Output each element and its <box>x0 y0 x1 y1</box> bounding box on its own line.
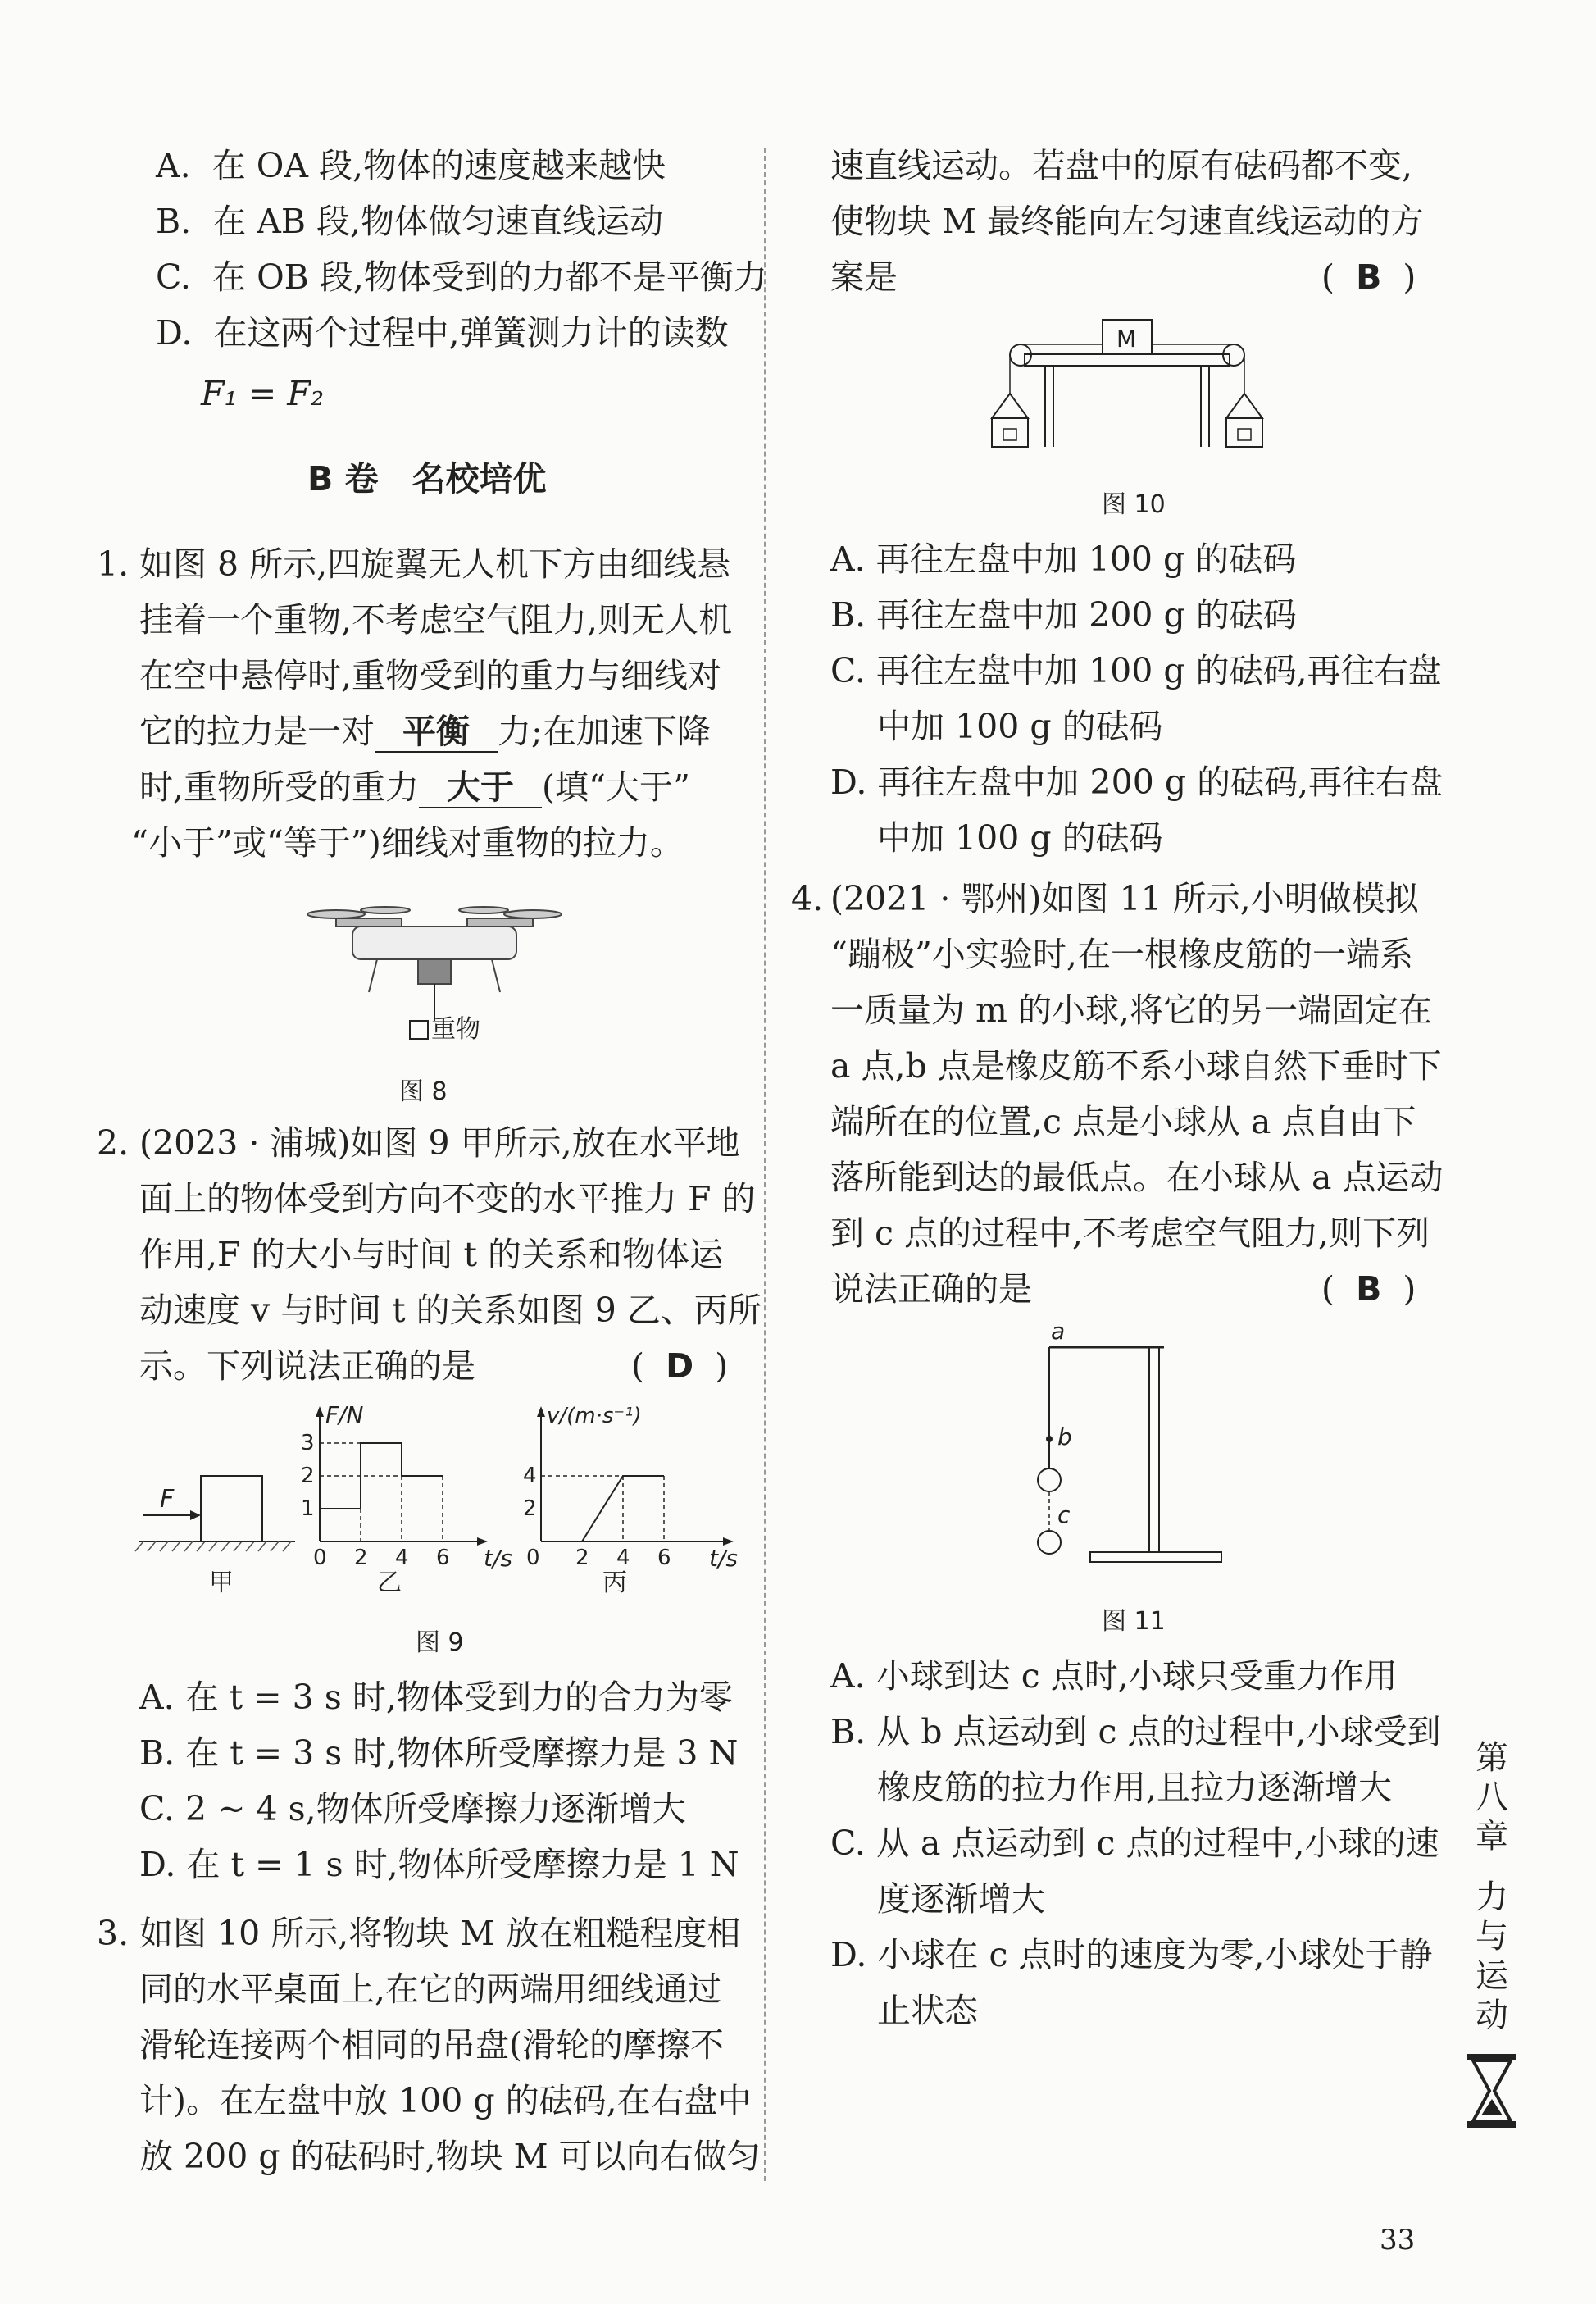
q3-option-a: A. 再往左盘中加 100 g 的砝码 <box>830 540 1297 579</box>
q1-line-3: 在空中悬停时,重物受到的重力与细线对 <box>139 656 722 695</box>
column-divider <box>764 148 766 2181</box>
prev-option-d: D. 在这两个过程中,弹簧测力计的读数 <box>156 313 729 353</box>
q1-line-1: 如图 8 所示,四旋翼无人机下方由细线悬 <box>139 544 731 584</box>
weight-box <box>410 1021 428 1039</box>
q3-cont-line-3: 案是 <box>830 257 898 297</box>
q4-line-1: (2021 · 鄂州)如图 11 所示,小明做模拟 <box>830 879 1419 918</box>
fig9-yi-ytick-2: 2 <box>301 1464 315 1488</box>
q3-line-2: 同的水平桌面上,在它的两端用细线通过 <box>139 1969 722 2009</box>
q3-option-d-cont: 中加 100 g 的砝码 <box>877 818 1163 858</box>
q2-option-c: C. 2 ~ 4 s,物体所受摩擦力逐渐增大 <box>139 1789 686 1828</box>
fig11-label-a: a <box>1051 1318 1066 1345</box>
fig11-label-b: b <box>1057 1423 1072 1450</box>
fig10-table-top <box>1025 354 1230 366</box>
fig9-yi-xtick-2: 2 <box>354 1546 368 1570</box>
fig9-bing-xtick-6: 6 <box>657 1546 671 1570</box>
q4-line-2: “蹦极”小实验时,在一根橡皮筋的一端系 <box>830 935 1413 974</box>
page-number: 33 <box>1380 2224 1416 2256</box>
fig9-bing-ytick-4: 4 <box>523 1464 537 1488</box>
figure-9-caption: 图 9 <box>416 1628 464 1657</box>
figure-9 <box>131 1394 754 1599</box>
fig9-bing-label: 丙 <box>602 1569 627 1597</box>
fig9-bing-xtick-2: 2 <box>575 1546 589 1570</box>
q1-number: 1. <box>97 544 130 584</box>
fig10-block-label: M <box>1116 326 1137 353</box>
q3-cont-line-2: 使物块 M 最终能向左匀速直线运动的方 <box>830 202 1425 241</box>
fig11-ball-b <box>1038 1468 1061 1491</box>
fig10-right-pan <box>1226 394 1262 418</box>
q3-line-3: 滑轮连接两个相同的吊盘(滑轮的摩擦不 <box>139 2025 724 2065</box>
fig9-yi-xlabel: t/s <box>484 1545 512 1572</box>
figure-10-caption: 图 10 <box>1102 490 1166 519</box>
q1-blank-1: 平衡 <box>375 712 498 753</box>
prev-option-d-continuation: F₁ = F₂ <box>201 374 325 413</box>
q4-option-a: A. 小球到达 c 点时,小球只受重力作用 <box>830 1656 1398 1696</box>
q3-line-5: 放 200 g 的砝码时,物块 M 可以向右做匀 <box>139 2137 761 2176</box>
fig9-bing-xtick-4: 4 <box>616 1546 630 1570</box>
fig9-bing-xlabel: t/s <box>709 1545 738 1572</box>
q3-option-c-cont: 中加 100 g 的砝码 <box>877 707 1163 746</box>
weight-label: 重物 <box>431 1015 480 1044</box>
q4-line-3: 一质量为 m 的小球,将它的另一端固定在 <box>830 990 1432 1030</box>
q3-line-1: 如图 10 所示,将物块 M 放在粗糙程度相 <box>139 1914 741 1953</box>
q1-line-4: 它的拉力是一对 平衡 力;在加速下降 <box>139 712 711 751</box>
fig9-bing-ylabel: v/(m·s⁻¹) <box>547 1404 642 1428</box>
q2-answer: ( D ) <box>631 1346 729 1386</box>
q2-line-5: 示。下列说法正确的是 <box>139 1346 475 1386</box>
q2-option-b: B. 在 t = 3 s 时,物体所受摩擦力是 3 N <box>139 1733 739 1773</box>
topic-tab: 力 与 运 动 <box>1476 1878 1508 2034</box>
q3-option-b: B. 再往左盘中加 200 g 的砝码 <box>830 595 1297 635</box>
q4-answer: ( B ) <box>1321 1269 1416 1309</box>
q2-line-3: 作用,F 的大小与时间 t 的关系和物体运 <box>139 1235 724 1274</box>
figure-11-caption: 图 11 <box>1102 1607 1166 1636</box>
chapter-tab: 第 八 章 <box>1476 1739 1508 1855</box>
fig11-ball-c <box>1038 1531 1061 1554</box>
prev-option-c: C. 在 OB 段,物体受到的力都不是平衡力 <box>156 257 767 297</box>
fig9-jia <box>135 1476 295 1597</box>
fig9-object-box <box>201 1476 262 1541</box>
q2-option-a: A. 在 t = 3 s 时,物体受到力的合力为零 <box>139 1678 733 1717</box>
fig9-yi-label: 乙 <box>377 1569 402 1597</box>
drone-icon <box>307 907 562 992</box>
fig9-yi-xtick-6: 6 <box>436 1546 450 1570</box>
fig11-post <box>1149 1347 1159 1552</box>
fig10-left-pan <box>992 394 1028 418</box>
q4-line-4: a 点,b 点是橡皮筋不系小球自然下垂时下 <box>830 1046 1442 1086</box>
fig9-yi-chart <box>301 1401 512 1597</box>
q2-line-4: 动速度 v 与时间 t 的关系如图 9 乙、丙所 <box>139 1291 762 1330</box>
q4-option-c-cont: 度逐渐增大 <box>877 1879 1045 1919</box>
hourglass-icon <box>1463 2050 1521 2132</box>
q2-option-d: D. 在 t = 1 s 时,物体所受摩擦力是 1 N <box>139 1845 739 1884</box>
q4-line-7: 到 c 点的过程中,不考虑空气阻力,则下列 <box>830 1213 1430 1253</box>
q3-answer: ( B ) <box>1321 257 1416 297</box>
figure-8-drone <box>303 877 566 1074</box>
fig9-yi-ytick-3: 3 <box>301 1431 315 1455</box>
prev-option-a: A. 在 OA 段,物体的速度越来越快 <box>156 146 666 185</box>
fig9-jia-label: 甲 <box>209 1569 234 1597</box>
q4-line-8: 说法正确的是 <box>830 1269 1032 1309</box>
fig9-yi-xtick-4: 4 <box>395 1546 409 1570</box>
q3-line-4: 计)。在左盘中放 100 g 的砝码,在右盘中 <box>139 2081 752 2120</box>
fig9-yi-ytick-1: 1 <box>301 1496 315 1521</box>
q4-option-b-cont: 橡皮筋的拉力作用,且拉力逐渐增大 <box>877 1768 1393 1807</box>
fig9-bing-velocity-line <box>541 1476 664 1541</box>
q2-line-2: 面上的物体受到方向不变的水平推力 F 的 <box>139 1179 756 1218</box>
q3-number: 3. <box>97 1914 130 1953</box>
q3-option-c: C. 再往左盘中加 100 g 的砝码,再往右盘 <box>830 651 1442 690</box>
q4-option-b: B. 从 b 点运动到 c 点的过程中,小球受到 <box>830 1712 1441 1751</box>
fig11-base <box>1090 1552 1221 1562</box>
q4-option-c: C. 从 a 点运动到 c 点的过程中,小球的速 <box>830 1824 1439 1863</box>
fig9-yi-xtick-0: 0 <box>313 1546 327 1570</box>
q4-line-6: 落所能到达的最低点。在小球从 a 点运动 <box>830 1158 1444 1197</box>
fig9-force-label: F <box>160 1485 175 1514</box>
q4-option-d: D. 小球在 c 点时的速度为零,小球处于静 <box>830 1935 1433 1974</box>
q4-line-5: 端所在的位置,c 点是小球从 a 点自由下 <box>830 1102 1416 1141</box>
figure-10 <box>984 307 1287 459</box>
q1-line-2: 挂着一个重物,不考虑空气阻力,则无人机 <box>139 600 733 640</box>
fig9-bing-chart <box>523 1404 738 1597</box>
q4-number: 4. <box>791 879 824 918</box>
q2-line-1: (2023 · 浦城)如图 9 甲所示,放在水平地 <box>139 1123 740 1163</box>
q3-option-d: D. 再往左盘中加 200 g 的砝码,再往右盘 <box>830 763 1444 802</box>
prev-option-b: B. 在 AB 段,物体做匀速直线运动 <box>156 202 664 241</box>
fig9-yi-ylabel: F/N <box>325 1401 364 1428</box>
q1-line-5: 时,重物所受的重力 大于 (填“大于” <box>139 767 690 807</box>
figure-8-caption: 图 8 <box>399 1077 448 1106</box>
fig9-bing-xtick-0: 0 <box>526 1546 540 1570</box>
q1-blank-2: 大于 <box>419 767 542 808</box>
q2-number: 2. <box>97 1123 130 1163</box>
q3-cont-line-1: 速直线运动。若盘中的原有砝码都不变, <box>830 146 1413 185</box>
section-title: B 卷 名校培优 <box>307 459 547 499</box>
q1-line-6: “小于”或“等于”)细线对重物的拉力。 <box>131 823 684 863</box>
q4-option-d-cont: 止状态 <box>877 1991 978 2030</box>
fig11-label-c: c <box>1057 1501 1071 1528</box>
fig9-bing-ytick-2: 2 <box>523 1496 537 1521</box>
figure-11 <box>1025 1316 1238 1574</box>
